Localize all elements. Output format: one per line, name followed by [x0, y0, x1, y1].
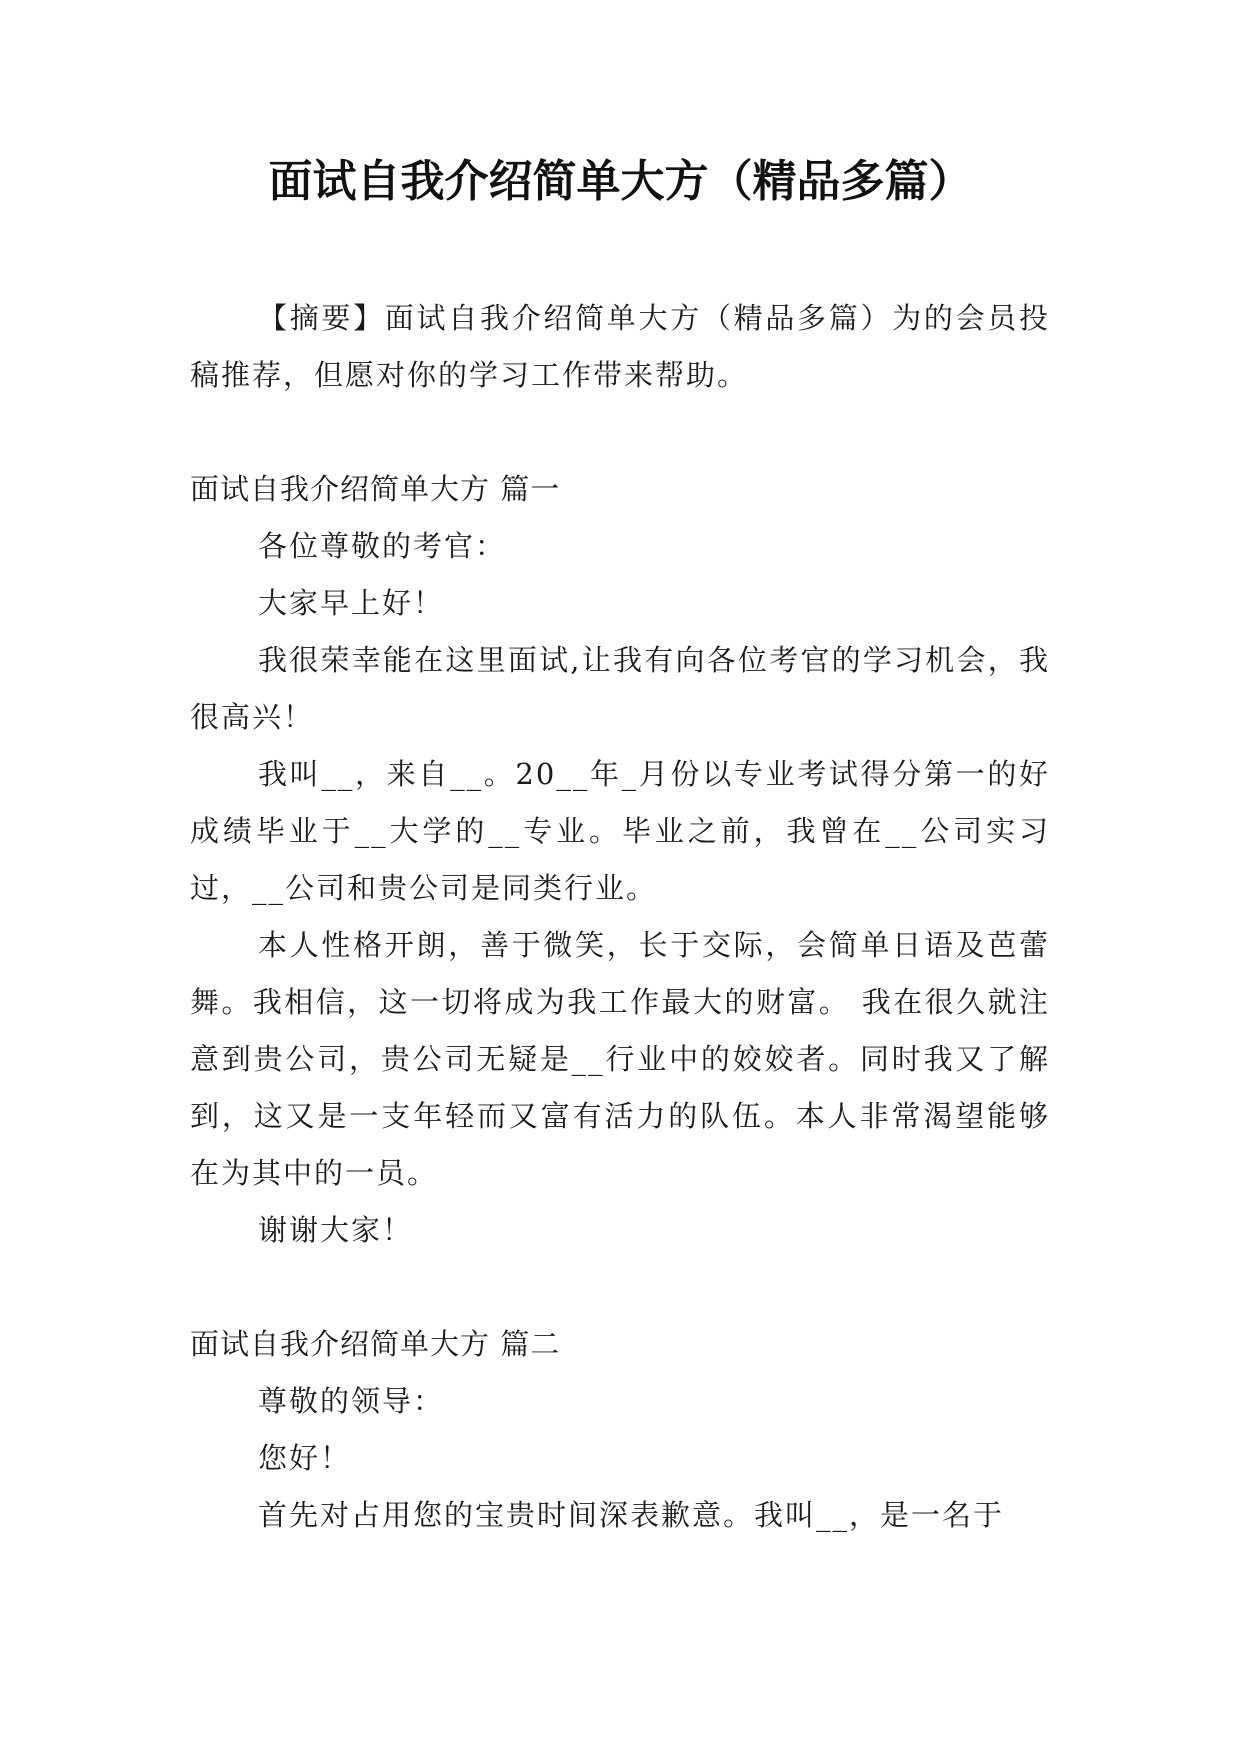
document-title: 面试自我介绍简单大方（精品多篇） — [268, 156, 973, 207]
paragraph: 各位尊敬的考官： — [258, 529, 507, 563]
section-heading-1: 面试自我介绍简单大方 篇一 — [190, 472, 561, 506]
paragraph: 尊敬的领导： — [258, 1384, 445, 1418]
paragraph: 大家早上好！ — [258, 586, 445, 620]
paragraph: 本人性格开朗，善于微笑，长于交际，会简单日语及芭蕾舞。我相信，这一切将成为我工作最大的财富。 我在很久就注意到贵公司，贵公司无疑是__行业中的姣姣者。同时我又了解到，这又是一支年轻而又富有活力的队伍。本人非常渴望能够在为其中的一员。 — [190, 928, 1050, 1190]
spacer — [190, 404, 1050, 461]
paragraph: 我很荣幸能在这里面试,让我有向各位考官的学习机会，我很高兴！ — [190, 643, 1050, 734]
paragraph: 谢谢大家！ — [258, 1213, 414, 1247]
section-heading-2: 面试自我介绍简单大方 篇二 — [190, 1327, 561, 1361]
abstract-paragraph: 【摘要】面试自我介绍简单大方（精品多篇）为的会员投稿推荐，但愿对你的学习工作带来帮助。 — [190, 301, 1050, 392]
paragraph: 首先对占用您的宝贵时间深表歉意。我叫__，是一名于 — [258, 1498, 1005, 1532]
spacer — [190, 1259, 1050, 1316]
paragraph: 您好！ — [258, 1441, 352, 1475]
document-body — [190, 290, 1050, 1544]
paragraph: 我叫__，来自__。20__年_月份以专业考试得分第一的好成绩毕业于__大学的__专业。毕业之前，我曾在__公司实习过，__公司和贵公司是同类行业。 — [190, 757, 1050, 905]
